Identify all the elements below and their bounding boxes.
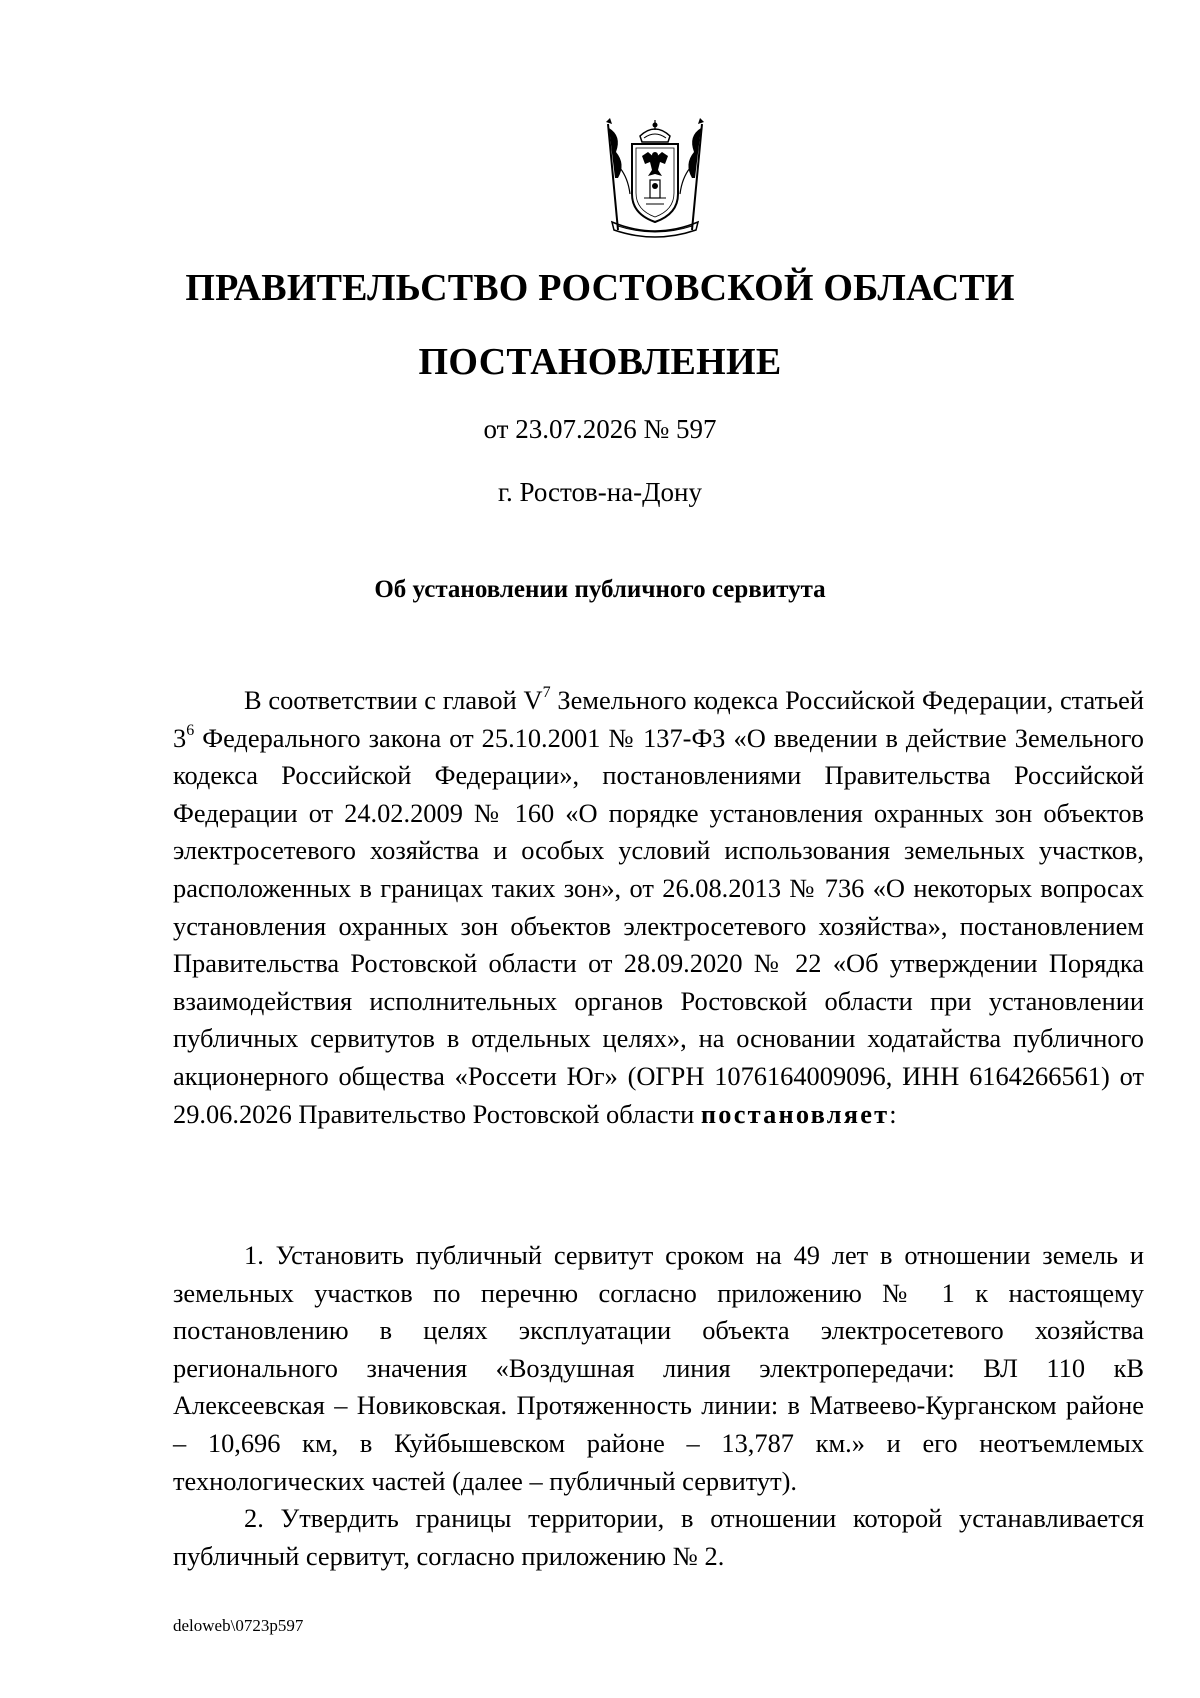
document-date-number: от 23.07.2026 № 597	[483, 414, 717, 444]
preamble-text-2: Земельного кодекса Российской Федерации, статьей 3	[173, 685, 1144, 753]
footer-document-code: deloweb\0723p597	[173, 1616, 304, 1635]
document-subject: Об установлении публичного сервитута	[374, 576, 826, 603]
document-type-title: ПОСТАНОВЛЕНИЕ	[418, 341, 782, 383]
decree-item: 2. Утвердить границы территории, в отношении которой устанавливается публичный сервитут, согласно приложению № 2.	[173, 1503, 1144, 1571]
superscript-article: 6	[186, 721, 195, 739]
preamble-text-1: В соответствии с главой V	[244, 685, 543, 715]
coat-of-arms-icon	[598, 118, 712, 240]
document-city: г. Ростов-на-Дону	[497, 477, 702, 507]
superscript-chapter: 7	[542, 684, 551, 702]
government-title: ПРАВИТЕЛЬСТВО РОСТОВСКОЙ ОБЛАСТИ	[185, 267, 1015, 309]
decree-item: 1. Установить публичный сервитут сроком на 49 лет в отношении земель и земельных участков по перечню согласно приложению № 1 к настоящему постановлению в целях эксплуатации объекта электросетевого хозяйства регионального значения «Воздушная линия электропередачи: ВЛ 110 кВ Алексеевская – Новиковская. Протяженность линии: в Матвеево-Курганском районе – 10,696 км, в Куйбышевском районе – 13,787 км.» и его неотъемлемых технологических частей (далее – публичный сервитут).	[173, 1240, 1144, 1496]
preamble-paragraph	[173, 682, 1144, 1133]
decree-word: постановляет	[700, 1098, 890, 1129]
preamble	[173, 682, 1144, 1133]
decree-colon: :	[889, 1098, 897, 1129]
decree-items	[173, 1237, 1144, 1575]
preamble-text-3: Федерального закона от 25.10.2001 № 137-ФЗ «О введении в действие Земельного кодекса Российской Федерации», постановлениями Правительства Российской Федерации от 24.02.2009 № 160 «О порядке установления охранных зон объектов электросетевого хозяйства и особых условий использования земельных участков, расположенных в границах таких зон», от 26.08.2013 № 736 «О некоторых вопросах установления охранных зон объектов электросетевого хозяйства», постановлением Правительства Ростовской области от 28.09.2020 № 22 «Об утверждении Порядка взаимодействия исполнительных органов Ростовской области при установлении публичных сервитутов в отдельных целях», на основании ходатайства публичного акционерного общества «Россети Юг» (ОГРН 1076164009096, ИНН 6164266561) от 29.06.2026 Правительство Ростовской области	[173, 722, 1144, 1129]
